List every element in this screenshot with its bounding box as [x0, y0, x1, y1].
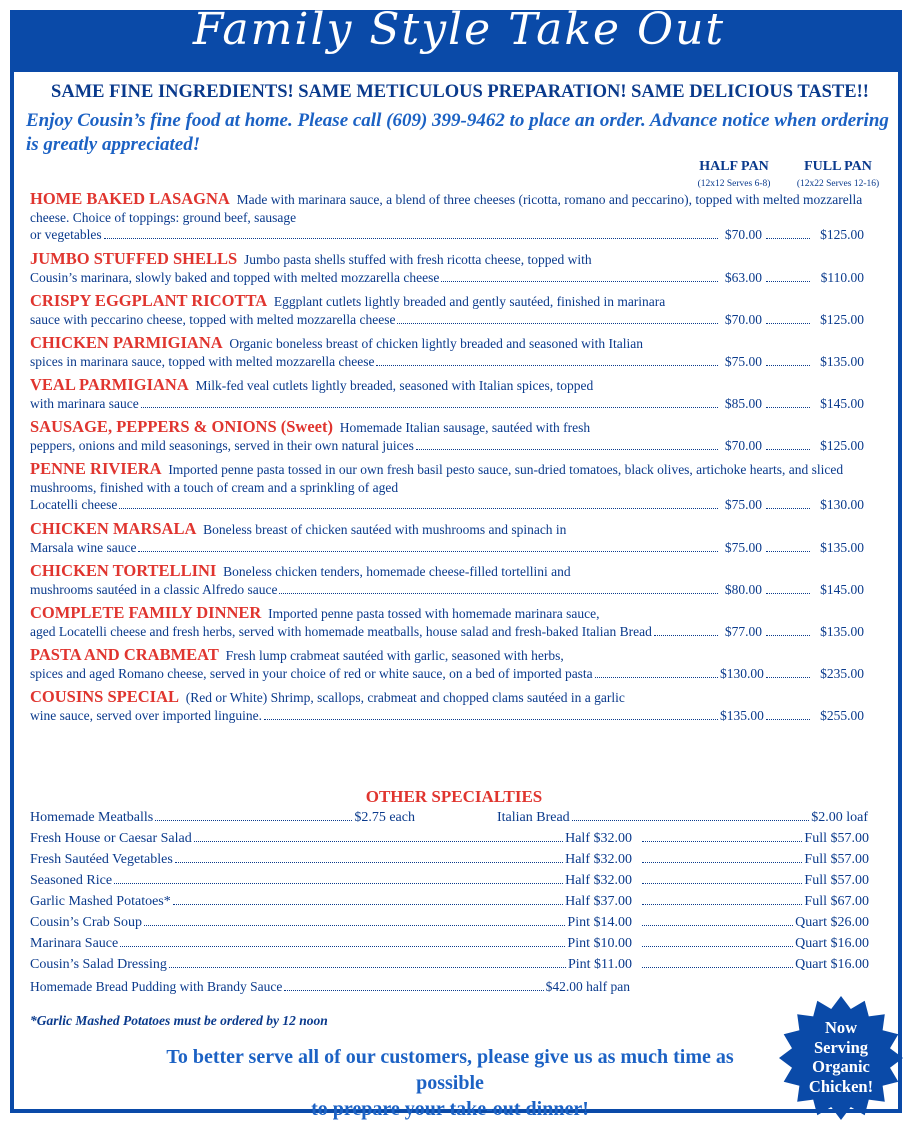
leader-dots — [114, 883, 563, 884]
side-half-price: Pint $10.00 — [567, 936, 632, 951]
leader-dots — [766, 365, 810, 366]
leader-dots — [654, 635, 718, 636]
menu-item-description: Imported penne pasta tossed in our own fresh basil pesto sauce, sun-dried tomatoes, black olives, artichoke hearts, and sliced mushrooms, finished with a touch of cream and a sprinkling of aged — [30, 462, 844, 495]
full-pan-price: $130.00 — [820, 497, 864, 512]
leader-dots — [766, 238, 810, 239]
full-pan-price: $135.00 — [820, 623, 864, 639]
leader-dots — [155, 820, 352, 821]
full-pan-price: $110.00 — [820, 269, 864, 285]
leader-dots — [194, 841, 563, 842]
menu-item — [30, 376, 864, 412]
menu-item — [30, 334, 864, 370]
menu-item-description: Milk-fed veal cutlets lightly breaded, seasoned with Italian spices, topped — [195, 378, 594, 393]
side-row — [30, 936, 632, 952]
full-pan-price: $145.00 — [820, 581, 864, 597]
leader-dots — [642, 967, 793, 968]
side-full-price: Quart $16.00 — [795, 957, 869, 972]
side-full-row — [640, 831, 869, 847]
menu-item-name: CRISPY EGGPLANT RICOTTA — [30, 291, 268, 310]
leader-dots — [595, 677, 718, 678]
menu-item-name: JUMBO STUFFED SHELLS — [30, 249, 238, 268]
closing-line-2: to prepare your take-out dinner! — [311, 1098, 589, 1120]
bread-name: Italian Bread — [497, 810, 570, 825]
menu-item-name: CHICKEN PARMIGIANA — [30, 333, 223, 352]
menu-item-description-end: Cousin’s marinara, slowly baked and topped with melted mozzarella cheese — [30, 269, 440, 285]
pudding-row — [30, 979, 630, 995]
side-row — [30, 852, 632, 868]
menu-item-description-end: aged Locatelli cheese and fresh herbs, served with homemade meatballs, house salad and fresh-baked Italian Bread — [30, 623, 652, 639]
leader-dots — [175, 862, 563, 863]
leader-dots — [104, 238, 718, 239]
half-pan-price: $85.00 — [724, 395, 762, 411]
side-half-price: Pint $14.00 — [567, 915, 632, 930]
menu-item-name: PASTA AND CRABMEAT — [30, 645, 219, 664]
leader-dots — [766, 323, 810, 324]
intro-text: Enjoy Cousin’s fine food at home. Please call (609) 399-9462 to place an order. Advance notice when ordering is greatly appreciated! — [26, 110, 889, 155]
side-full-row — [640, 894, 869, 910]
half-pan-price: $70.00 — [724, 227, 762, 242]
half-pan-price: $75.00 — [724, 497, 762, 512]
half-pan-price: $63.00 — [724, 269, 762, 285]
page-title: Family Style Take Out — [192, 4, 726, 55]
menu-item — [30, 646, 864, 682]
half-pan-price: $70.00 — [724, 311, 762, 327]
menu-item-name: SAUSAGE, PEPPERS & ONIONS (Sweet) — [30, 417, 333, 436]
half-pan-price: $135.00 — [720, 707, 764, 723]
side-name: Seasoned Rice — [30, 873, 113, 888]
side-name: Fresh Sautéed Vegetables — [30, 852, 173, 867]
full-pan-price: $135.00 — [820, 539, 864, 555]
half-pan-price: $80.00 — [724, 581, 762, 597]
leader-dots — [141, 407, 718, 408]
side-full-price: Full $57.00 — [804, 852, 869, 867]
meatballs-row — [30, 810, 415, 826]
menu-item-description-end: wine sauce, served over imported linguine. — [30, 707, 263, 723]
badge-line: Chicken! — [808, 1076, 874, 1096]
footnote: *Garlic Mashed Potatoes must be ordered by 12 noon — [30, 1013, 328, 1028]
leader-dots — [766, 593, 810, 594]
menu-item-description-end: sauce with peccarino cheese, topped with melted mozzarella cheese — [30, 311, 396, 327]
menu-item-name: COMPLETE FAMILY DINNER — [30, 603, 262, 622]
side-full-price: Full $57.00 — [804, 873, 869, 888]
side-full-row — [640, 852, 869, 868]
full-pan-price: $255.00 — [820, 707, 864, 723]
closing-line-1: To better serve all of our customers, please give us as much time as possible — [166, 1046, 734, 1094]
menu-item — [30, 562, 864, 598]
menu-item-description: Organic boneless breast of chicken lightly breaded and seasoned with Italian — [229, 336, 644, 351]
side-full-row — [640, 873, 869, 889]
leader-dots — [397, 323, 718, 324]
side-full-row — [640, 936, 869, 952]
menu-item-description-end: spices in marinara sauce, topped with melted mozzarella cheese — [30, 353, 375, 369]
side-half-price: Half $37.00 — [565, 894, 632, 909]
leader-dots — [119, 508, 718, 509]
leader-dots — [766, 719, 810, 720]
full-pan-price: $125.00 — [820, 227, 864, 242]
side-row — [30, 894, 632, 910]
side-half-price: Half $32.00 — [565, 873, 632, 888]
menu-item — [30, 688, 864, 724]
tagline: SAME FINE INGREDIENTS! SAME METICULOUS PREPARATION! SAME DELICIOUS TASTE!! — [51, 82, 869, 102]
menu-item-description: Homemade Italian sausage, sautéed with fresh — [339, 420, 591, 435]
leader-dots — [766, 407, 810, 408]
full-pan-header: FULL PAN — [804, 159, 872, 174]
leader-dots — [642, 925, 793, 926]
side-row — [30, 957, 632, 973]
menu-item-name: PENNE RIVIERA — [30, 459, 162, 478]
menu-item-description: Boneless chicken tenders, homemade cheese-filled tortellini and — [223, 564, 571, 579]
menu-item-description: Imported penne pasta tossed with homemade marinara sauce, — [268, 606, 600, 621]
leader-dots — [416, 449, 718, 450]
menu-item — [30, 520, 864, 556]
side-row — [30, 831, 632, 847]
menu-item-name: COUSINS SPECIAL — [30, 687, 179, 706]
full-pan-price: $135.00 — [820, 353, 864, 369]
menu-item — [30, 460, 864, 514]
leader-dots — [642, 841, 802, 842]
menu-item-description-end: with marinara sauce — [30, 395, 139, 411]
side-name: Garlic Mashed Potatoes* — [30, 894, 171, 909]
leader-dots — [766, 551, 810, 552]
leader-dots — [138, 551, 718, 552]
leader-dots — [441, 281, 718, 282]
half-pan-subheader: (12x12 Serves 6-8) — [697, 179, 771, 189]
organic-chicken-badge — [778, 1018, 904, 1096]
meatballs-name: Homemade Meatballs — [30, 810, 154, 825]
leader-dots — [264, 719, 718, 720]
badge-line: Now — [824, 1018, 858, 1037]
menu-item-description-end: Marsala wine sauce — [30, 539, 137, 555]
menu-item-description: Eggplant cutlets lightly breaded and gently sautéed, finished in marinara — [273, 294, 666, 309]
leader-dots — [766, 677, 810, 678]
half-pan-price: $70.00 — [724, 437, 762, 453]
full-pan-price: $125.00 — [820, 437, 864, 453]
side-half-price: Pint $11.00 — [567, 957, 632, 972]
leader-dots — [642, 862, 802, 863]
half-pan-price: $130.00 — [720, 665, 764, 681]
side-full-price: Quart $26.00 — [795, 915, 869, 930]
half-pan-header: HALF PAN — [699, 159, 769, 174]
menu-item — [30, 418, 864, 454]
menu-item — [30, 190, 864, 244]
side-half-price: Half $32.00 — [565, 852, 632, 867]
side-name: Cousin’s Salad Dressing — [30, 957, 167, 972]
leader-dots — [766, 449, 810, 450]
menu-item-description-end: or vegetables — [30, 227, 102, 242]
bread-price: $2.00 loaf — [811, 810, 868, 825]
other-specialties-title: OTHER SPECIALTIES — [365, 787, 543, 806]
menu-item-name: CHICKEN MARSALA — [30, 519, 197, 538]
half-pan-price: $75.00 — [724, 353, 762, 369]
side-name: Fresh House or Caesar Salad — [30, 831, 192, 846]
leader-dots — [766, 281, 810, 282]
leader-dots — [642, 946, 793, 947]
leader-dots — [376, 365, 718, 366]
bread-row — [497, 810, 868, 826]
menu-item-description-end: peppers, onions and mild seasonings, served in their own natural juices — [30, 437, 414, 453]
leader-dots — [766, 508, 810, 509]
leader-dots — [284, 990, 543, 991]
full-pan-price: $235.00 — [820, 665, 864, 681]
side-name: Marinara Sauce — [30, 936, 119, 951]
menu-item-name: CHICKEN TORTELLINI — [30, 561, 217, 580]
closing-message — [130, 1044, 770, 1122]
badge-line: Organic — [812, 1057, 870, 1076]
side-full-row — [640, 915, 869, 931]
menu-item — [30, 250, 864, 286]
menu-item-description-end: spices and aged Romano cheese, served in your choice of red or white sauce, on a bed of imported pasta — [30, 665, 593, 681]
leader-dots — [766, 635, 810, 636]
side-full-price: Full $67.00 — [804, 894, 869, 909]
leader-dots — [572, 820, 810, 821]
menu-item-name: VEAL PARMIGIANA — [30, 375, 189, 394]
side-full-row — [640, 957, 869, 973]
side-full-price: Quart $16.00 — [795, 936, 869, 951]
full-pan-price: $125.00 — [820, 311, 864, 327]
leader-dots — [173, 904, 563, 905]
menu-item-description-end: mushrooms sautéed in a classic Alfredo sauce — [30, 581, 278, 597]
side-half-price: Half $32.00 — [565, 831, 632, 846]
leader-dots — [642, 883, 802, 884]
menu-item-name: HOME BAKED LASAGNA — [30, 189, 230, 208]
menu-item-description-end: Locatelli cheese — [30, 497, 118, 512]
half-pan-price: $77.00 — [724, 623, 762, 639]
full-pan-price: $145.00 — [820, 395, 864, 411]
leader-dots — [120, 946, 565, 947]
leader-dots — [144, 925, 565, 926]
menu-item-description: Fresh lump crabmeat sautéed with garlic, seasoned with herbs, — [225, 648, 564, 663]
meatballs-price: $2.75 each — [354, 810, 415, 825]
menu-item-description: Made with marinara sauce, a blend of three cheeses (ricotta, romano and peccarino), topped with melted mozzarella cheese. Choice of toppings: ground beef, sausage — [30, 192, 863, 225]
badge-line: Serving — [813, 1037, 869, 1057]
leader-dots — [279, 593, 718, 594]
menu-item-description: (Red or White) Shrimp, scallops, crabmeat and chopped clams sautéed in a garlic — [185, 690, 625, 705]
leader-dots — [642, 904, 802, 905]
pudding-name: Homemade Bread Pudding with Brandy Sauce — [30, 979, 283, 994]
side-row — [30, 915, 632, 931]
leader-dots — [169, 967, 566, 968]
menu-item-description: Boneless breast of chicken sautéed with mushrooms and spinach in — [203, 522, 567, 537]
full-pan-subheader: (12x22 Serves 12-16) — [796, 179, 880, 189]
menu-item — [30, 292, 864, 328]
pudding-price: $42.00 half pan — [545, 979, 630, 994]
half-pan-price: $75.00 — [724, 539, 762, 555]
side-full-price: Full $57.00 — [804, 831, 869, 846]
menu-item-description: Jumbo pasta shells stuffed with fresh ricotta cheese, topped with — [243, 252, 592, 267]
side-name: Cousin’s Crab Soup — [30, 915, 143, 930]
side-row — [30, 873, 632, 889]
menu-item — [30, 604, 864, 640]
